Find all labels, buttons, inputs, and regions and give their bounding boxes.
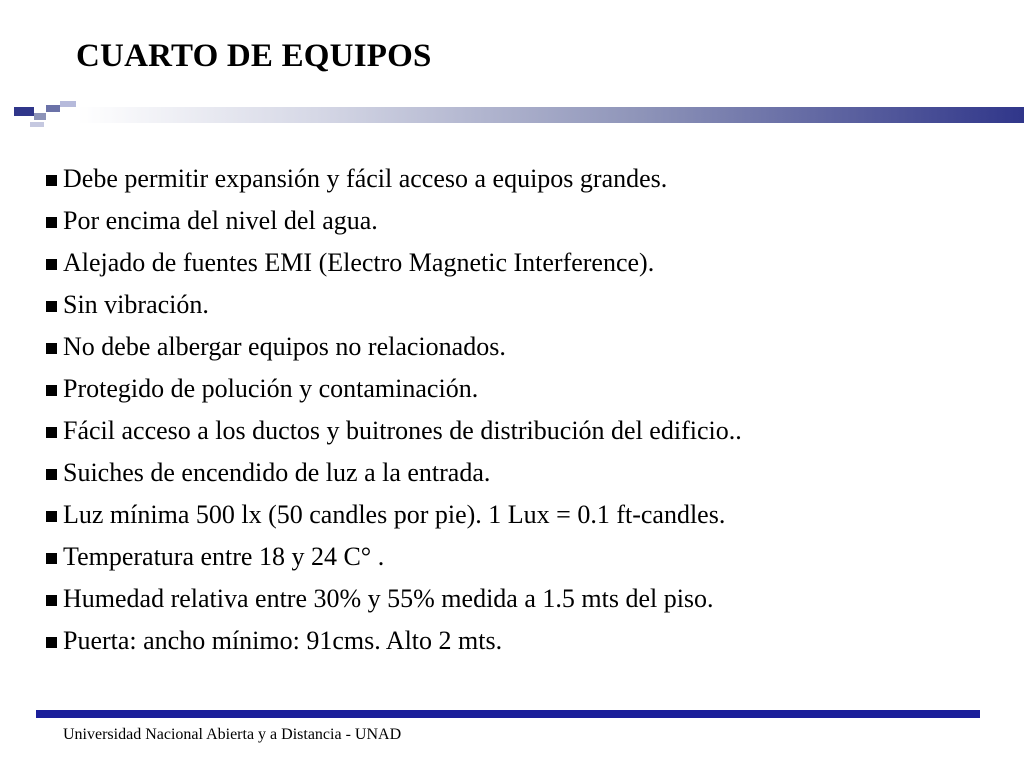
list-item bbox=[46, 326, 1006, 368]
square-bullet-icon bbox=[46, 427, 57, 438]
list-item-text: Suiches de encendido de luz a la entrada. bbox=[63, 458, 491, 487]
deco-square-pale bbox=[60, 101, 76, 107]
list-item bbox=[46, 452, 1006, 494]
square-bullet-icon bbox=[46, 553, 57, 564]
square-bullet-icon bbox=[46, 511, 57, 522]
slide-title: CUARTO DE EQUIPOS bbox=[76, 38, 432, 74]
list-item-text: Por encima del nivel del agua. bbox=[63, 206, 378, 235]
list-item-text: Puerta: ancho mínimo: 91cms. Alto 2 mts. bbox=[63, 626, 503, 655]
bullet-list bbox=[46, 158, 1006, 662]
list-item-text: Sin vibración. bbox=[63, 290, 209, 319]
list-item-text: No debe albergar equipos no relacionados. bbox=[63, 332, 506, 361]
list-item bbox=[46, 536, 1006, 578]
footer-divider bbox=[36, 710, 980, 718]
list-item-text: Alejado de fuentes EMI (Electro Magnetic Interference). bbox=[63, 248, 655, 277]
square-bullet-icon bbox=[46, 175, 57, 186]
list-item-text: Debe permitir expansión y fácil acceso a equipos grandes. bbox=[63, 164, 668, 193]
list-item bbox=[46, 242, 1006, 284]
square-bullet-icon bbox=[46, 385, 57, 396]
square-bullet-icon bbox=[46, 259, 57, 270]
square-bullet-icon bbox=[46, 217, 57, 228]
square-bullet-icon bbox=[46, 301, 57, 312]
deco-square-faint bbox=[30, 122, 44, 127]
footer-text: Universidad Nacional Abierta y a Distancia - UNAD bbox=[63, 726, 402, 743]
list-item bbox=[46, 200, 1006, 242]
deco-square-light bbox=[34, 113, 46, 120]
square-bullet-icon bbox=[46, 469, 57, 480]
list-item-text: Temperatura entre 18 y 24 C° . bbox=[63, 542, 385, 571]
square-bullet-icon bbox=[46, 343, 57, 354]
list-item bbox=[46, 578, 1006, 620]
header-gradient-bar bbox=[78, 107, 1024, 123]
header-decoration bbox=[0, 100, 1024, 130]
list-item-text: Luz mínima 500 lx (50 candles por pie). 1 Lux = 0.1 ft-candles. bbox=[63, 500, 726, 529]
list-item bbox=[46, 410, 1006, 452]
square-bullet-icon bbox=[46, 637, 57, 648]
list-item bbox=[46, 284, 1006, 326]
list-item bbox=[46, 368, 1006, 410]
list-item bbox=[46, 494, 1006, 536]
deco-square-dark bbox=[14, 107, 34, 116]
list-item-text: Protegido de polución y contaminación. bbox=[63, 374, 479, 403]
square-bullet-icon bbox=[46, 595, 57, 606]
list-item-text: Humedad relativa entre 30% y 55% medida a 1.5 mts del piso. bbox=[63, 584, 714, 613]
deco-square-mid bbox=[46, 105, 60, 112]
list-item-text: Fácil acceso a los ductos y buitrones de distribución del edificio.. bbox=[63, 416, 742, 445]
list-item bbox=[46, 158, 1006, 200]
list-item bbox=[46, 620, 1006, 662]
